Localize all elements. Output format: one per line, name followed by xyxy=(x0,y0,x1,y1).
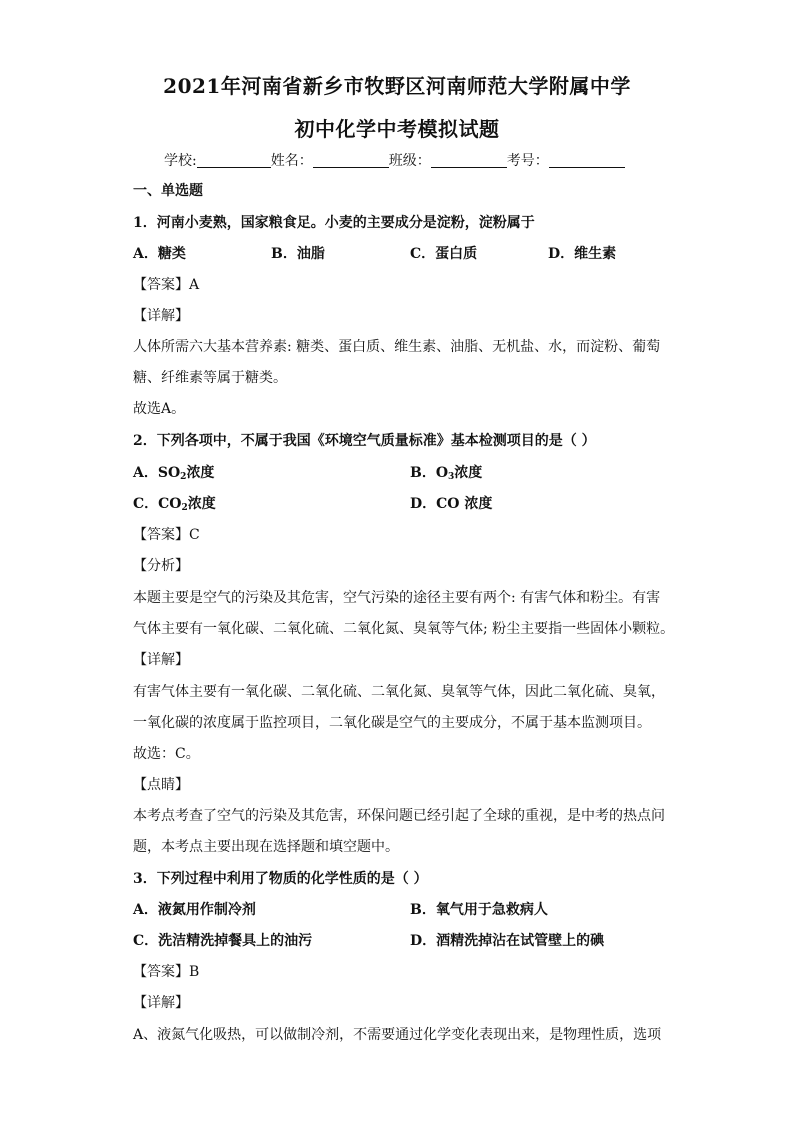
q1-answer xyxy=(133,274,199,294)
q2-comment-line1: 本考点考查了空气的污染及其危害，环保问题已经引起了全球的重视，是中考的热点问 xyxy=(133,808,665,824)
q3-option-b: B．氧气用于急救病人 xyxy=(410,902,548,918)
q3-option-c: C．洗洁精洗掉餐具上的油污 xyxy=(133,933,313,949)
class-blank[interactable] xyxy=(431,153,507,168)
q2-option-b-suffix: 浓度 xyxy=(454,465,483,481)
q1-detail-tag: 【详解】 xyxy=(133,308,189,324)
q2-option-c-sub: 2 xyxy=(181,503,188,513)
q2-option-a xyxy=(133,462,214,482)
q3-detail-line1: A、液氮气化吸热，可以做制冷剂，不需要通过化学变化表现出来，是物理性质，选项 xyxy=(133,1027,662,1043)
q2-option-b xyxy=(410,462,482,482)
q2-stem: 2．下列各项中，不属于我国《环境空气质量标准》基本检测项目的是（ ） xyxy=(133,433,596,449)
q1-option-b: B．油脂 xyxy=(271,246,325,262)
name-label: 姓名： xyxy=(270,153,313,169)
q1-detail-line2: 糖、纤维素等属于糖类。 xyxy=(133,370,287,386)
q2-answer xyxy=(133,524,200,544)
q3-option-a: A．液氮用作制冷剂 xyxy=(133,902,256,918)
q1-conclusion: 故选A。 xyxy=(133,401,186,417)
name-blank[interactable] xyxy=(313,153,389,168)
q2-comment-tag: 【点睛】 xyxy=(133,777,189,793)
q1-answer-value: A xyxy=(189,277,200,293)
q2-option-b-sub: 3 xyxy=(448,472,455,482)
q2-option-d: D．CO 浓度 xyxy=(410,496,493,512)
q3-stem: 3．下列过程中利用了物质的化学性质的是（ ） xyxy=(133,871,428,887)
q2-analysis-tag: 【分析】 xyxy=(133,558,189,574)
q2-option-c xyxy=(133,493,216,513)
q2-answer-value: C xyxy=(189,527,200,543)
q3-answer-tag: 【答案】 xyxy=(133,964,189,980)
number-label: 考号： xyxy=(506,153,549,169)
q2-option-a-sub: 2 xyxy=(180,472,187,482)
q1-stem: 1．河南小麦熟，国家粮食足。小麦的主要成分是淀粉，淀粉属于 xyxy=(133,215,535,231)
q2-answer-tag: 【答案】 xyxy=(133,527,189,543)
exam-title-line1: 2021年河南省新乡市牧野区河南师范大学附属中学 xyxy=(163,74,631,98)
q2-analysis-line1: 本题主要是空气的污染及其危害，空气污染的途径主要有两个: 有害气体和粉尘。有害 xyxy=(133,590,661,606)
q1-answer-tag: 【答案】 xyxy=(133,277,189,293)
q3-answer-value: B xyxy=(189,964,200,980)
q1-option-a: A．糖类 xyxy=(133,246,186,262)
q1-option-c: C．蛋白质 xyxy=(410,246,478,262)
q3-option-d: D．酒精洗掉沾在试管壁上的碘 xyxy=(410,933,605,949)
q2-detail-line1: 有害气体主要有一氧化碳、二氧化硫、二氧化氮、臭氧等气体，因此二氧化硫、臭氧， xyxy=(133,684,665,700)
school-blank[interactable] xyxy=(197,153,271,168)
section-heading: 一、单选题 xyxy=(133,183,203,199)
student-info-row xyxy=(164,150,625,170)
q2-comment-line2: 题，本考点主要出现在选择题和填空题中。 xyxy=(133,839,399,855)
q1-option-d: D．维生素 xyxy=(548,246,617,262)
q2-option-c-suffix: 浓度 xyxy=(187,496,216,512)
q2-option-c-text: C．CO xyxy=(133,496,182,512)
q2-detail-tag: 【详解】 xyxy=(133,652,189,668)
q2-option-a-suffix: 浓度 xyxy=(186,465,215,481)
school-label: 学校: xyxy=(164,153,197,169)
q1-detail-line1: 人体所需六大基本营养素: 糖类、蛋白质、维生素、油脂、无机盐、水，而淀粉、葡萄 xyxy=(133,339,661,355)
exam-title-line2: 初中化学中考模拟试题 xyxy=(294,117,500,141)
q3-detail-tag: 【详解】 xyxy=(133,995,189,1011)
class-label: 班级： xyxy=(388,153,431,169)
q2-option-a-text: A．SO xyxy=(133,465,181,481)
q3-answer xyxy=(133,961,199,981)
q2-option-b-text: B．O xyxy=(410,465,449,481)
q2-detail-line2: 一氧化碳的浓度属于监控项目，二氧化碳是空气的主要成分，不属于基本监测项目。 xyxy=(133,715,651,731)
q2-conclusion: 故选：C。 xyxy=(133,746,200,762)
number-blank[interactable] xyxy=(549,153,625,168)
q2-analysis-line2: 气体主要有一氧化碳、二氧化硫、二氧化氮、臭氧等气体; 粉尘主要指一些固体小颗粒。 xyxy=(133,621,675,637)
